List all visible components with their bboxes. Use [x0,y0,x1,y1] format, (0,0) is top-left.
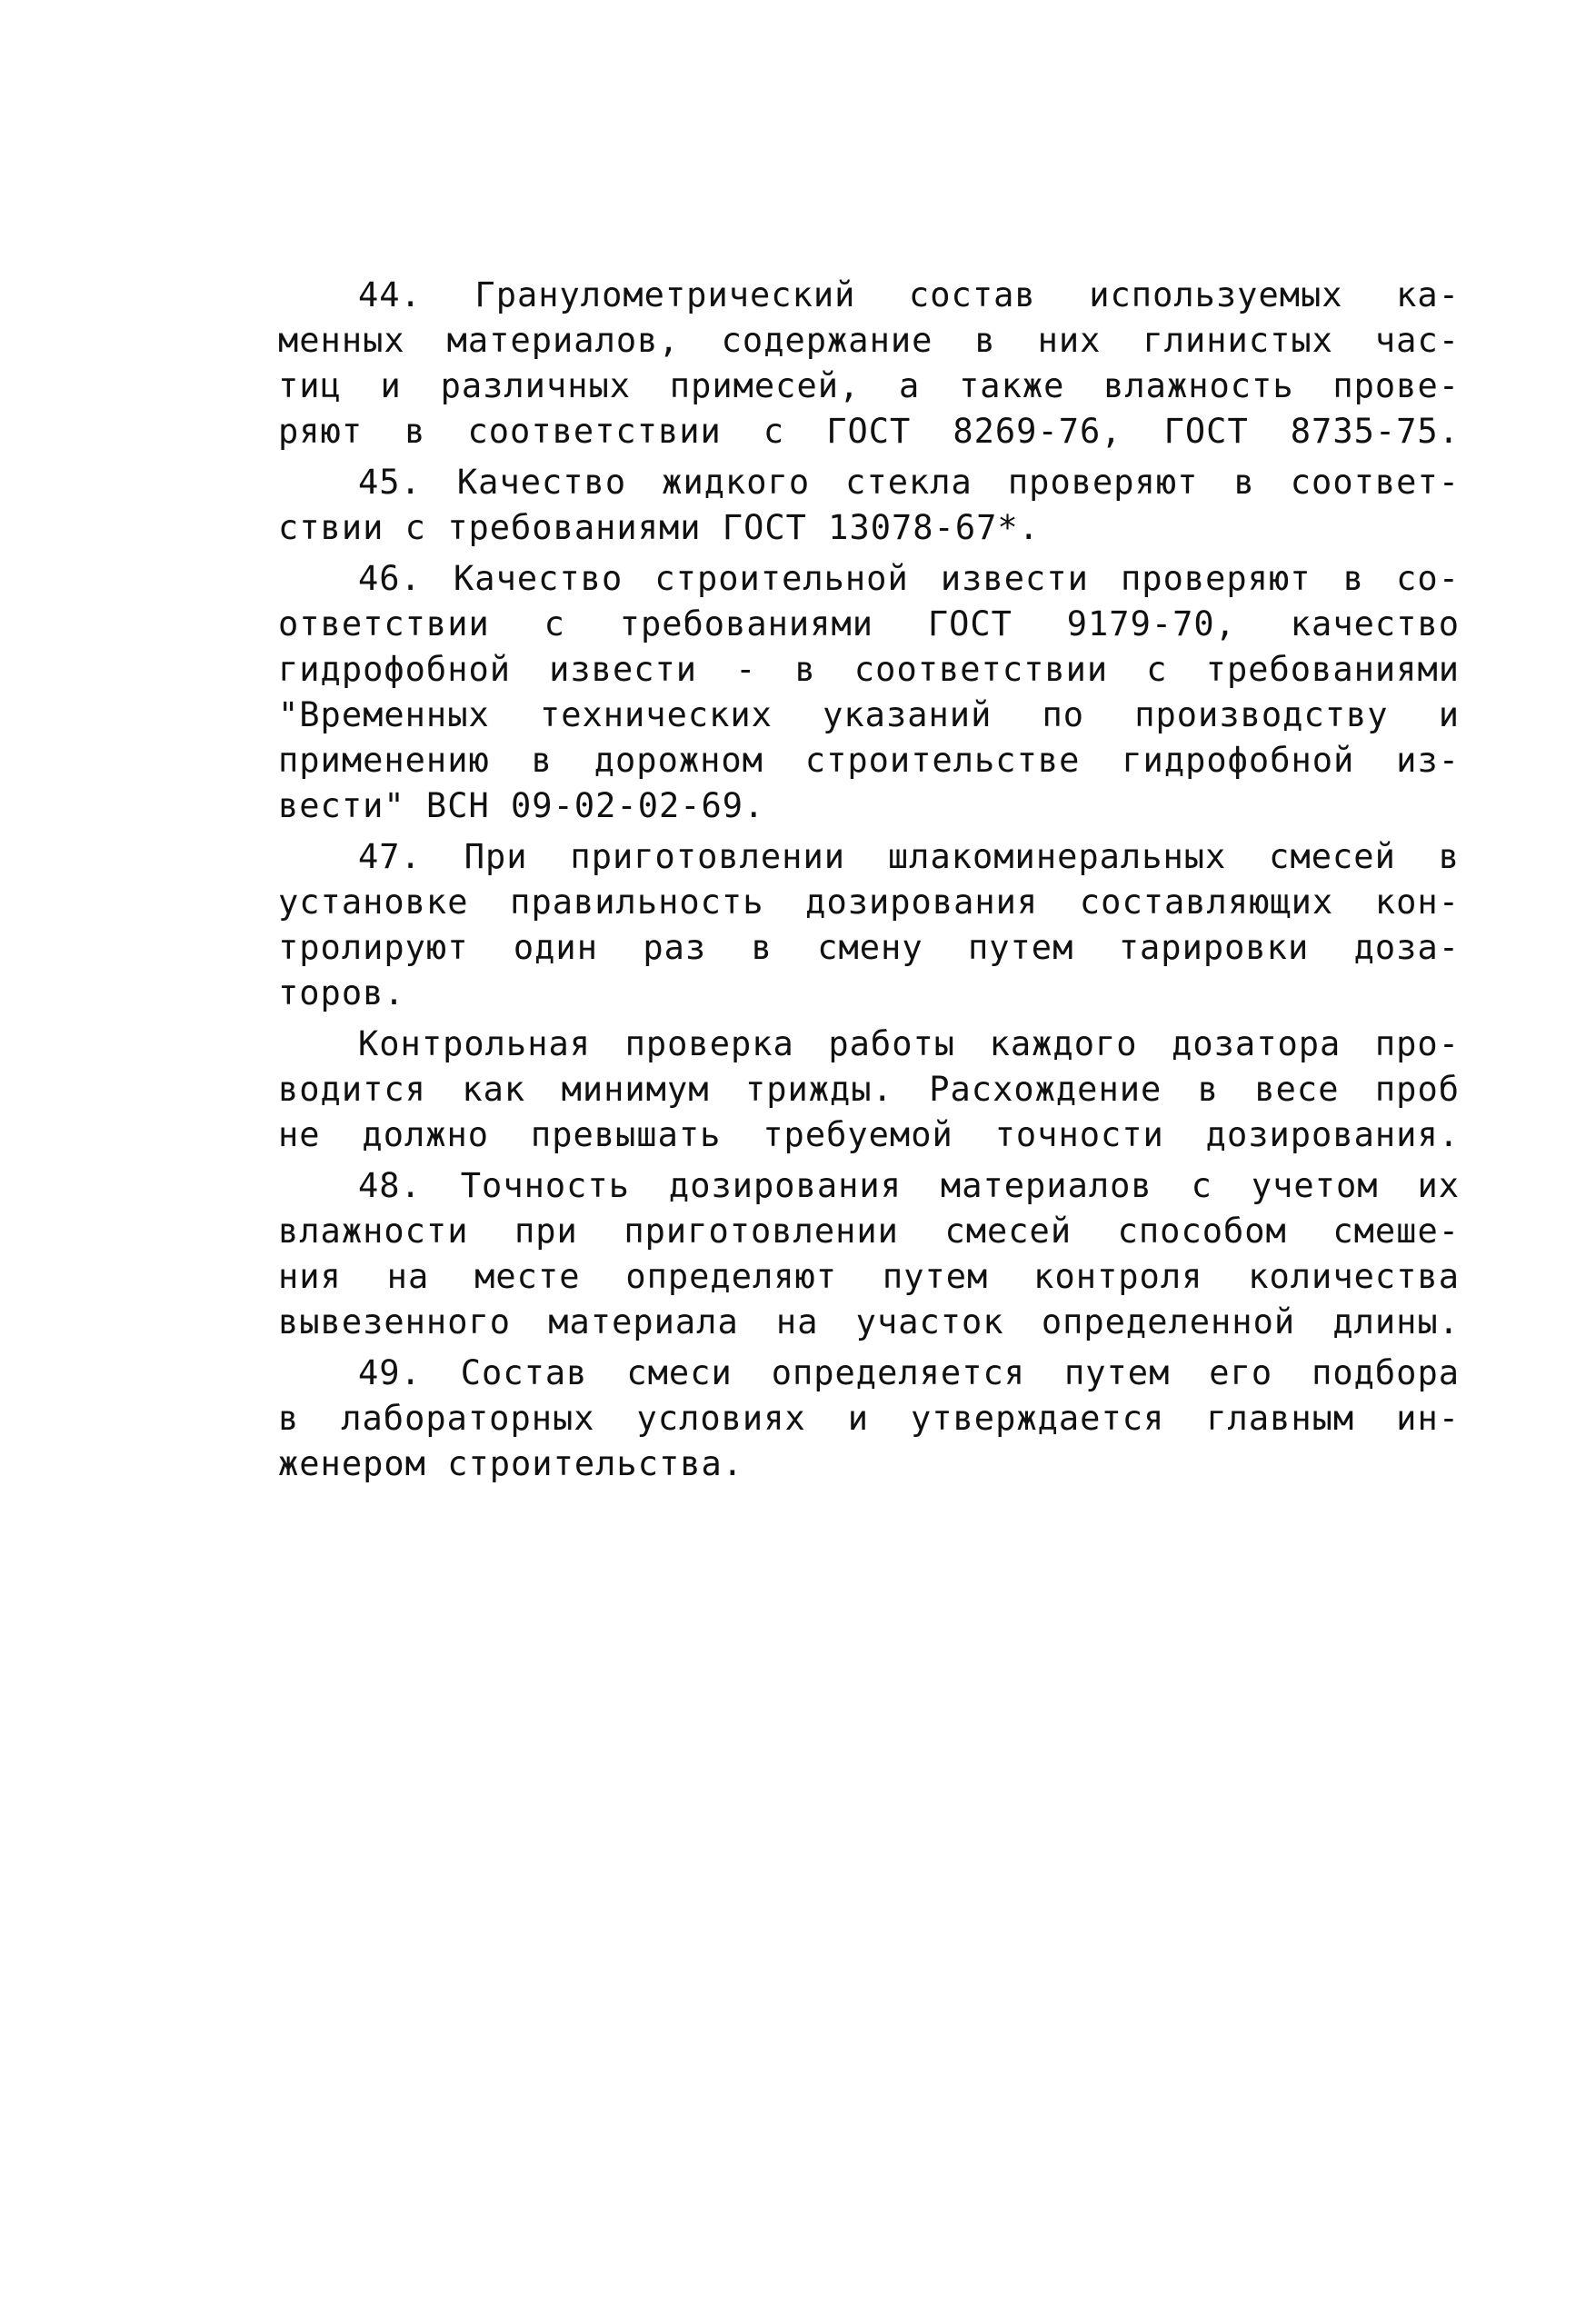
paragraph-line: ния на месте определяют путем контроля количества [278,1257,1460,1296]
paragraph-line: Контрольная проверка работы каждого дозатора про- [358,1024,1460,1063]
paragraph-line: тролируют один раз в смену путем тарировки доза- [278,928,1460,967]
paragraph-line: вывезенного материала на участок определенной длины. [278,1302,1460,1342]
paragraph-49 [278,1351,1460,1487]
paragraph-45 [278,460,1460,551]
paragraph-line: установке правильность дозирования составляющих кон- [278,883,1460,922]
paragraph-line: 46. Качество строительной извести проверяют в со- [358,559,1460,598]
paragraph-line: 45. Качество жидкого стекла проверяют в соответ- [358,463,1460,502]
paragraph-line: вести" ВСН 09-02-02-69. [278,786,765,825]
paragraph-line: менных материалов, содержание в них глинистых час- [278,321,1460,360]
paragraph-46 [278,556,1460,829]
paragraph-line: торов. [278,973,405,1012]
paragraph-line: женером строительства. [278,1444,744,1483]
paragraph-47 [278,834,1460,1016]
paragraph-line: влажности при приготовлении смесей способом смеше- [278,1212,1460,1251]
paragraph-line: 48. Точность дозирования материалов с учетом их [358,1166,1460,1205]
paragraph-44 [278,273,1460,454]
paragraph-line: ответствии с требованиями ГОСТ 9179-70, качество [278,604,1460,643]
paragraph-line: не должно превышать требуемой точности дозирования. [278,1115,1460,1154]
paragraph-line: водится как минимум трижды. Расхождение в весе проб [278,1070,1460,1109]
paragraph-line: 49. Состав смеси определяется путем его подбора [358,1353,1460,1392]
paragraph-line: ряют в соответствии с ГОСТ 8269-76, ГОСТ 8735-75. [278,412,1460,451]
document-body [278,273,1460,1487]
paragraph-48 [278,1163,1460,1345]
paragraph-line: 44. Гранулометрический состав используемых ка- [358,275,1460,314]
paragraph-line: гидрофобной извести - в соответствии с требованиями [278,650,1460,689]
paragraph-line: 47. При приготовлении шлакоминеральных смесей в [358,837,1460,876]
paragraph-line: в лабораторных условиях и утверждается главным ин- [278,1399,1460,1438]
paragraph-line: "Временных технических указаний по производству и [278,695,1460,734]
paragraph-line: тиц и различных примесей, а также влажность прове- [278,366,1460,405]
paragraph-line: ствии с требованиями ГОСТ 13078-67*. [278,508,1040,547]
paragraph-line: применению в дорожном строительстве гидрофобной из- [278,741,1460,780]
paragraph-47-continued [278,1022,1460,1158]
